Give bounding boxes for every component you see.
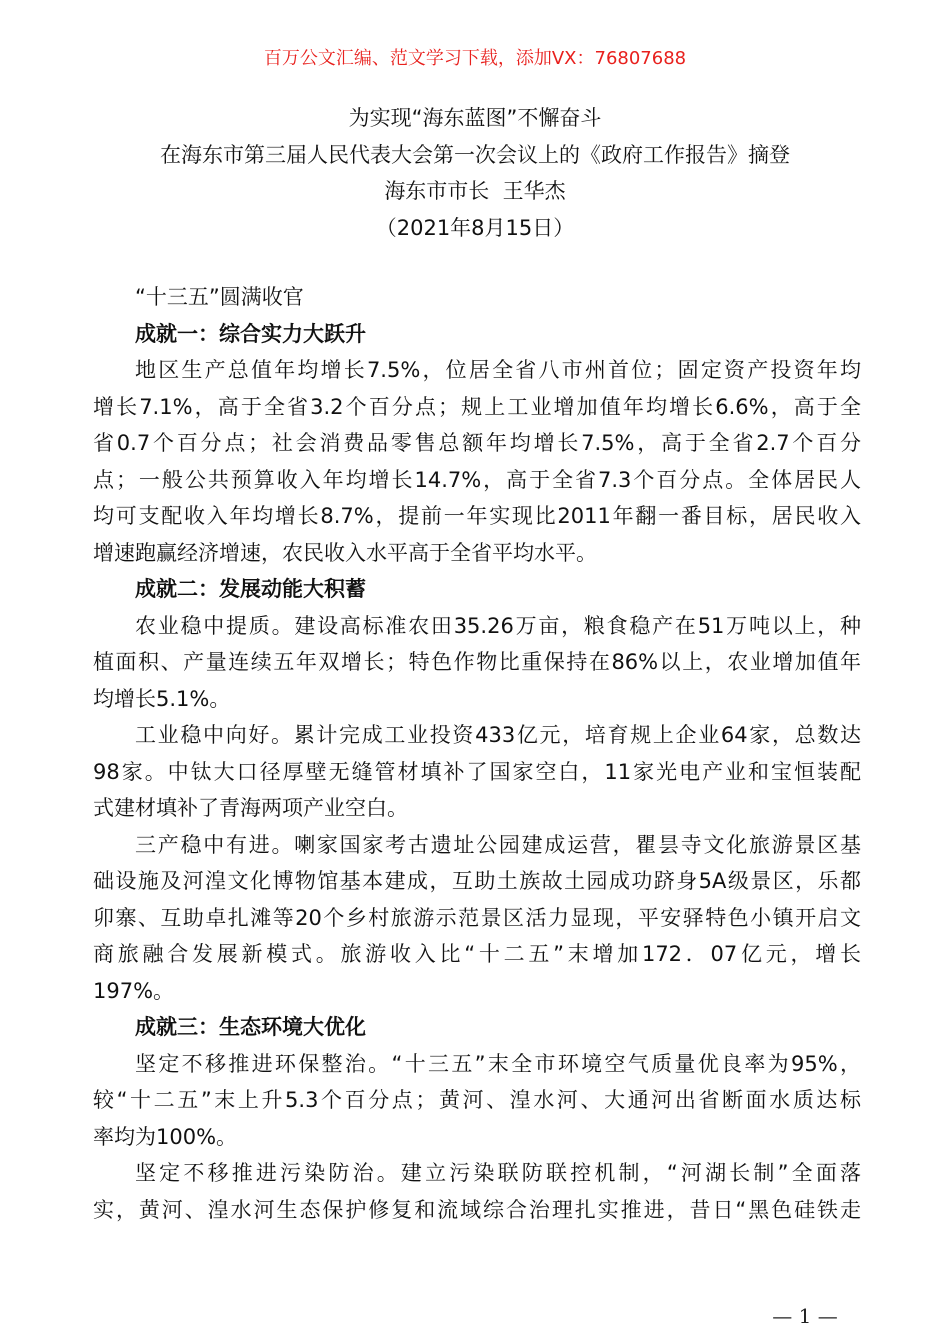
document-title: 为实现“海东蓝图”不懈奋斗 (348, 106, 602, 130)
document-subtitle: 在海东市第三届人民代表大会第一次会议上的《政府工作报告》摘登 (160, 142, 790, 167)
paragraph-line: 工业稳中向好。累计完成工业投资433亿元，培育规上企业64家，总数达 (135, 723, 861, 747)
watermark-banner: 百万公文汇编、范文学习下载，添加VX：76807688 (263, 48, 687, 69)
achievement-1-heading: 成就一：综合实力大跃升 (135, 321, 366, 346)
section-heading: “十三五”圆满收官 (135, 285, 304, 309)
paragraph-line: 商旅融合发展新模式。旅游收入比“十二五”末增加172．07亿元，增长 (93, 942, 861, 966)
achievement-1-paragraph (93, 352, 861, 571)
paragraph-line: 增长7.1%，高于全省3.2个百分点；规上工业增加值年均增长6.6%，高于全 (93, 394, 861, 419)
paragraph-line: 坚定不移推进环保整治。“十三五”末全市环境空气质量优良率为95%， (135, 1051, 861, 1076)
paragraph-line: 坚定不移推进污染防治。建立污染联防联控机制，“河湖长制”全面落 (135, 1161, 861, 1185)
paragraph-line: 均增长5.1%。 (93, 686, 231, 711)
pollution-paragraph (93, 1155, 861, 1228)
paragraph-line: 增速跑赢经济增速，农民收入水平高于全省平均水平。 (93, 540, 597, 565)
paragraph-line: 植面积、产量连续五年双增长；特色作物比重保持在86%以上，农业增加值年 (93, 650, 861, 674)
achievement-3-heading: 成就三：生态环境大优化 (135, 1015, 366, 1039)
paragraph-line: 础设施及河湟文化博物馆基本建成，互助土族故土园成功跻身5A级景区，乐都 (93, 869, 861, 893)
document-body (93, 279, 861, 1228)
tertiary-industry-paragraph (93, 827, 861, 1010)
paragraph-line: 98家。中钛大口径厚壁无缝管材填补了国家空白，11家光电产业和宝恒装配 (93, 759, 861, 784)
document-title-block (0, 100, 950, 246)
page-number: — 1 — (772, 1304, 838, 1328)
paragraph-line: 均可支配收入年均增长8.7%，提前一年实现比2011年翻一番目标，居民收入 (93, 504, 861, 528)
paragraph-line: 卯寨、互助卓扎滩等20个乡村旅游示范景区活力显现，平安驿特色小镇开启文 (93, 905, 861, 930)
paragraph-line: 省0.7个百分点；社会消费品零售总额年均增长7.5%，高于全省2.7个百分 (93, 431, 861, 455)
paragraph-line: 实，黄河、湟水河生态保护修复和流域综合治理扎实推进，昔日“黑色硅铁走 (93, 1197, 861, 1222)
agriculture-paragraph (93, 608, 861, 718)
paragraph-line: 地区生产总值年均增长7.5%，位居全省八市州首位；固定资产投资年均 (135, 358, 861, 382)
document-author: 海东市市长 王华杰 (384, 179, 566, 203)
paragraph-line: 较“十二五”末上升5.3个百分点；黄河、湟水河、大通河出省断面水质达标 (93, 1088, 861, 1112)
paragraph-line: 197%。 (93, 978, 175, 1003)
environment-paragraph (93, 1046, 861, 1156)
paragraph-line: 式建材填补了青海两项产业空白。 (93, 796, 408, 820)
paragraph-line: 点；一般公共预算收入年均增长14.7%，高于全省7.3个百分点。全体居民人 (93, 467, 861, 492)
paragraph-line: 农业稳中提质。建设高标准农田35.26万亩，粮食稳产在51万吨以上，种 (135, 613, 861, 638)
paragraph-line: 率均为100%。 (93, 1124, 238, 1149)
document-date: （2021年8月15日） (375, 215, 575, 240)
industry-paragraph (93, 717, 861, 827)
achievement-2-heading: 成就二：发展动能大积蓄 (135, 577, 366, 601)
paragraph-line: 三产稳中有进。喇家国家考古遗址公园建成运营，瞿昙寺文化旅游景区基 (135, 832, 861, 857)
